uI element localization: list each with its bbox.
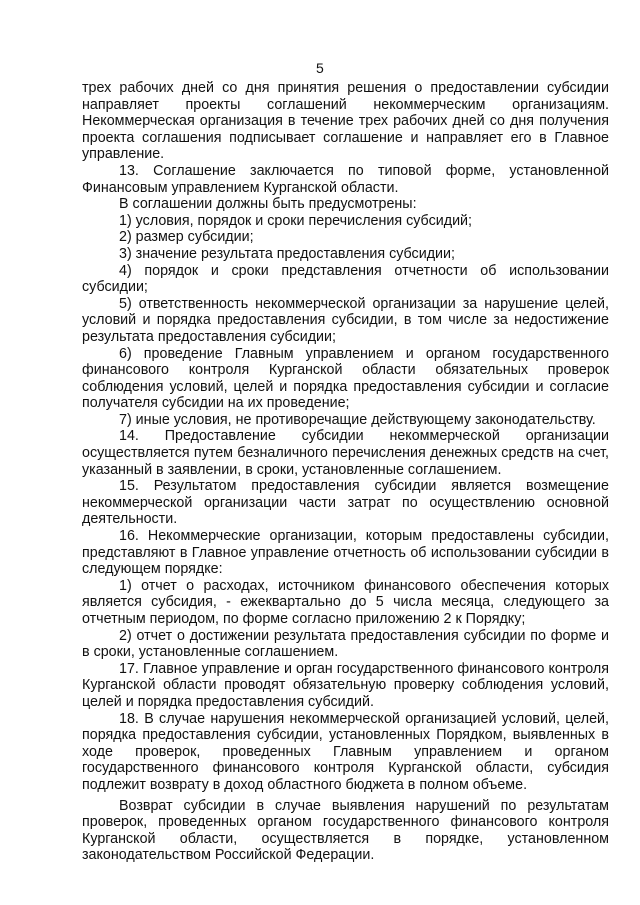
- list-item-4: 4) порядок и сроки представления отчетности об использовании субсидии;: [82, 262, 609, 296]
- paragraph-continuation: трех рабочих дней со дня принятия решения о предоставлении субсидии направляет проекты соглашений некоммерческим организациям. Некоммерческая организация в течение трех рабочих дней со дня получения проекта соглашения подписывает соглашение и направляет его в Главное управление.: [82, 80, 609, 163]
- paragraph-agreement-intro: В соглашении должны быть предусмотрены:: [119, 196, 417, 213]
- list-item-6: 6) проведение Главным управлением и органом государственного финансового контроля Курганской области обязательных проверок соблюдения условий, целей и порядка предоставления субсидии и согласие получателя субсидии на их проведение;: [82, 345, 609, 412]
- list-item-7: 7) иные условия, не противоречащие действующему законодательству.: [119, 411, 596, 428]
- page-number: 5: [316, 60, 324, 76]
- list-item-1: 1) условия, порядок и сроки перечисления субсидий;: [119, 212, 473, 229]
- paragraph-17: 17. Главное управление и орган государственного финансового контроля Курганской области проводят обязательную проверку соблюдения условий, целей и порядка предоставления субсидий.: [82, 660, 609, 710]
- list-item-3: 3) значение результата предоставления субсидии;: [119, 245, 455, 262]
- paragraph-14: 14. Предоставление субсидии некоммерческой организации осуществляется путем безналичного перечисления денежных средств на счет, указанный в заявлении, в сроки, установленные соглашением.: [82, 428, 609, 478]
- paragraph-15: 15. Результатом предоставления субсидии является возмещение некоммерческой организации части затрат по осуществлению основной деятельности.: [82, 478, 609, 528]
- report-item-1: 1) отчет о расходах, источником финансового обеспечения которых является субсидия, - ежеквартально до 5 числа месяца, следующего за отчетным периодом, по форме согласно приложению 2 к Порядку;: [82, 577, 609, 627]
- document-body: [82, 80, 609, 864]
- paragraph-return: Возврат субсидии в случае выявления нарушений по результатам проверок, проведенных органом государственного финансового контроля Курганской области, осуществляется в порядке, установленном законодательством Российской Федерации.: [82, 797, 609, 864]
- paragraph-13: 13. Соглашение заключается по типовой форме, установленной Финансовым управлением Курганской области.: [82, 162, 609, 196]
- list-item-5: 5) ответственность некоммерческой организации за нарушение целей, условий и порядка предоставления субсидии, в том числе за недостижение результата предоставления субсидии;: [82, 295, 609, 345]
- paragraph-16: 16. Некоммерческие организации, которым предоставлены субсидии, представляют в Главное управление отчетность об использовании субсидии в следующем порядке:: [82, 528, 609, 578]
- report-item-2: 2) отчет о достижении результата предоставления субсидии по форме и в сроки, установленные соглашением.: [82, 627, 609, 661]
- paragraph-18: 18. В случае нарушения некоммерческой организацией условий, целей, порядка предоставления субсидии, установленных Порядком, выявленных в ходе проверок, проведенных Главным управлением и органом государственного финансового контроля Курганской области, субсидия подлежит возврату в доход областного бюджета в полном объеме.: [82, 710, 609, 793]
- list-item-2: 2) размер субсидии;: [119, 229, 254, 246]
